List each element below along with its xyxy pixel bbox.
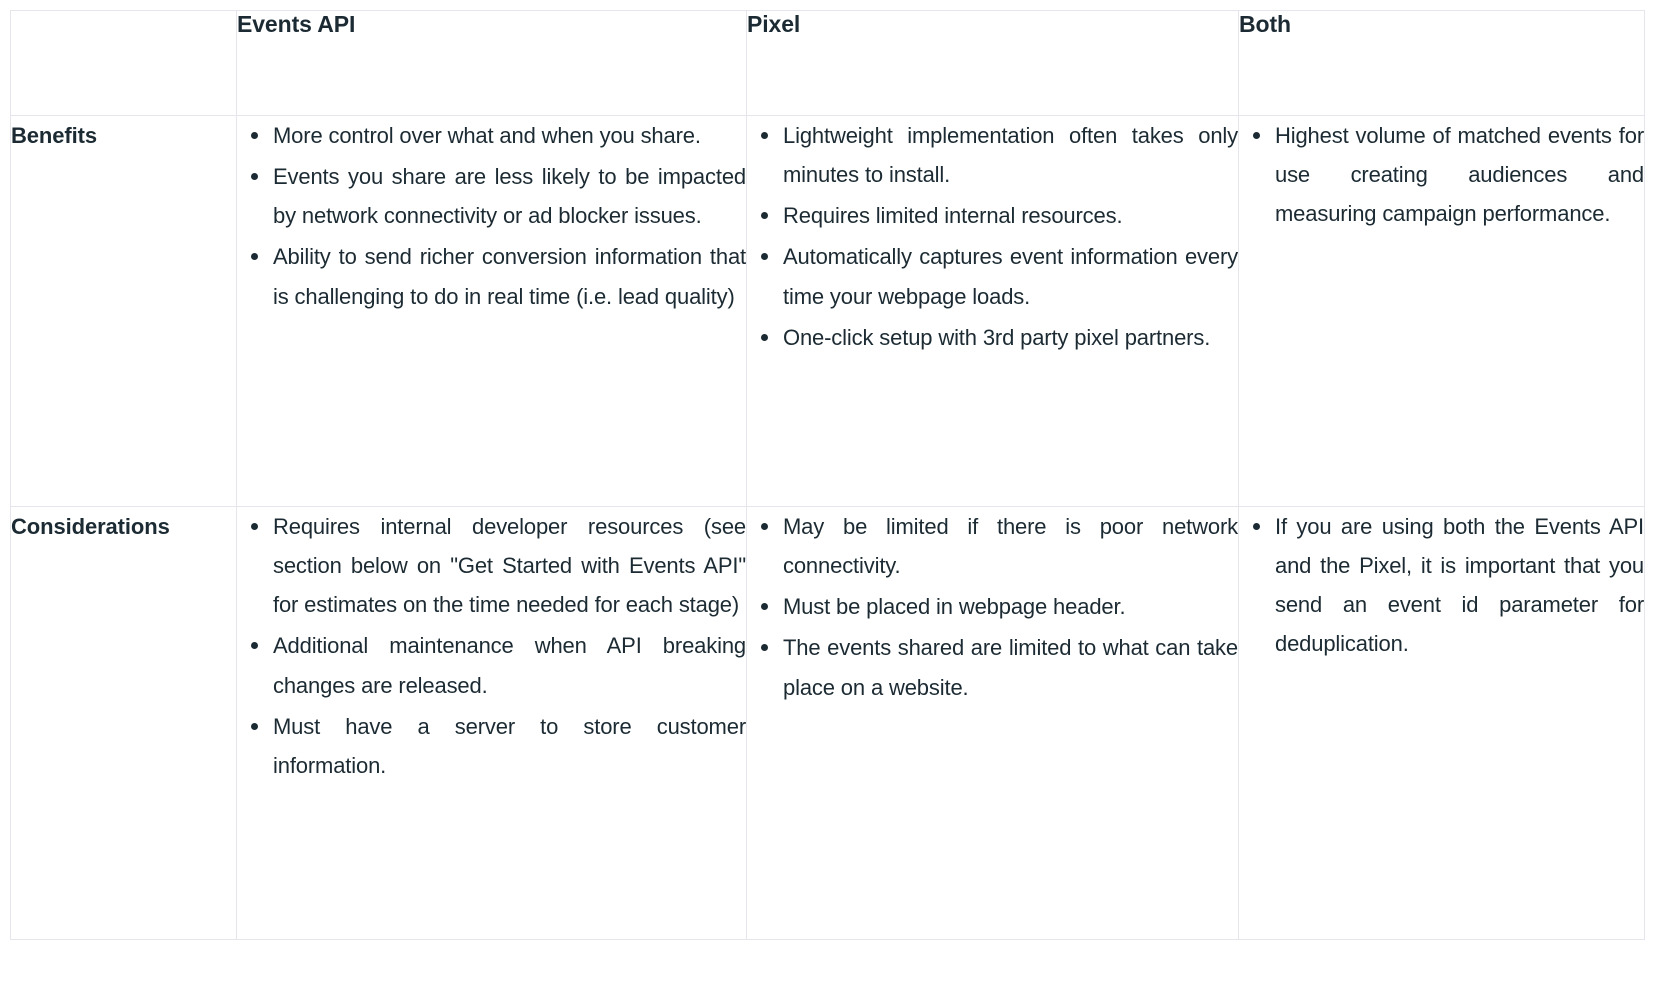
table-row bbox=[11, 507, 1645, 940]
table-body bbox=[11, 116, 1645, 940]
list-item: Requires internal developer resources (see section below on "Get Started with Events API" for estimates on the time needed for each stage) bbox=[273, 507, 746, 624]
column-header-both: Both bbox=[1239, 11, 1645, 116]
list-item: Highest volume of matched events for use creating audiences and measuring campaign performance. bbox=[1275, 116, 1644, 233]
list-item: Requires limited internal resources. bbox=[783, 196, 1238, 235]
cell-benefits-pixel bbox=[747, 116, 1239, 507]
column-header-blank bbox=[11, 11, 237, 116]
bullet-list bbox=[1239, 507, 1644, 664]
column-header-events-api: Events API bbox=[237, 11, 747, 116]
list-item: More control over what and when you share. bbox=[273, 116, 746, 155]
table-row bbox=[11, 116, 1645, 507]
row-label-benefits: Benefits bbox=[11, 116, 237, 507]
list-item: Automatically captures event information every time your webpage loads. bbox=[783, 237, 1238, 315]
table-header-row bbox=[11, 11, 1645, 116]
bullet-list bbox=[237, 507, 746, 785]
bullet-list bbox=[747, 116, 1238, 357]
bullet-list bbox=[237, 116, 746, 316]
list-item: Must have a server to store customer information. bbox=[273, 707, 746, 785]
row-label-considerations: Considerations bbox=[11, 507, 237, 940]
list-item: Lightweight implementation often takes only minutes to install. bbox=[783, 116, 1238, 194]
column-header-pixel: Pixel bbox=[747, 11, 1239, 116]
list-item: May be limited if there is poor network connectivity. bbox=[783, 507, 1238, 585]
cell-considerations-events-api bbox=[237, 507, 747, 940]
cell-benefits-both bbox=[1239, 116, 1645, 507]
list-item: Additional maintenance when API breaking changes are released. bbox=[273, 626, 746, 704]
table-header bbox=[11, 11, 1645, 116]
cell-benefits-events-api bbox=[237, 116, 747, 507]
list-item: The events shared are limited to what can take place on a website. bbox=[783, 628, 1238, 706]
bullet-list bbox=[1239, 116, 1644, 233]
list-item: Ability to send richer conversion information that is challenging to do in real time (i.e. lead quality) bbox=[273, 237, 746, 315]
list-item: Events you share are less likely to be impacted by network connectivity or ad blocker issues. bbox=[273, 157, 746, 235]
bullet-list bbox=[747, 507, 1238, 707]
events-api-pixel-comparison-table bbox=[10, 10, 1645, 940]
cell-considerations-both bbox=[1239, 507, 1645, 940]
list-item: One-click setup with 3rd party pixel partners. bbox=[783, 318, 1238, 357]
list-item: If you are using both the Events API and the Pixel, it is important that you send an event id parameter for deduplication. bbox=[1275, 507, 1644, 664]
list-item: Must be placed in webpage header. bbox=[783, 587, 1238, 626]
cell-considerations-pixel bbox=[747, 507, 1239, 940]
